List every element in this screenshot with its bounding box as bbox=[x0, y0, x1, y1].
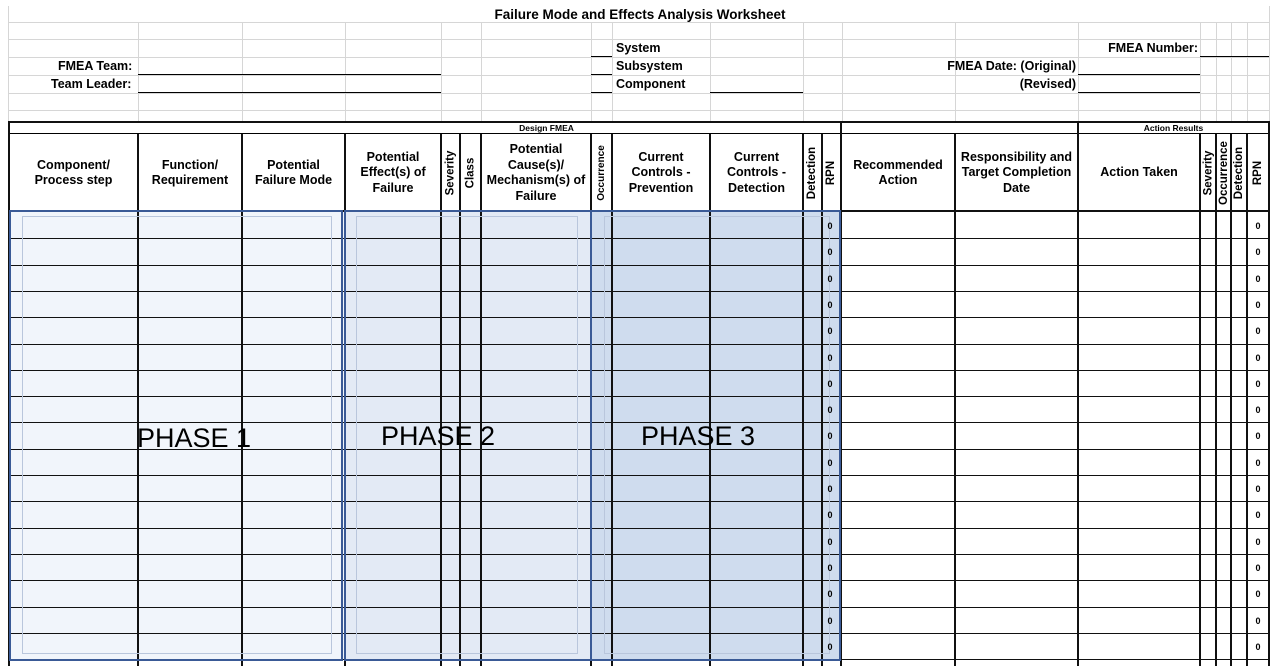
grid-line bbox=[842, 22, 843, 122]
action-rpn-cell: 0 bbox=[1255, 458, 1261, 468]
grid-line bbox=[8, 75, 1270, 76]
subsystem-label: Subsystem bbox=[616, 59, 683, 73]
action-rpn-cell: 0 bbox=[1255, 405, 1261, 415]
action-results-label: Action Results bbox=[1143, 123, 1204, 133]
phase-2-label: PHASE 2 bbox=[381, 421, 496, 451]
header-rpn bbox=[823, 134, 840, 212]
grid-line bbox=[1231, 22, 1232, 122]
column-border bbox=[1268, 121, 1270, 666]
revised-label: (Revised) bbox=[1019, 77, 1076, 91]
revised-date-field[interactable] bbox=[1078, 92, 1200, 93]
grid-line bbox=[803, 22, 804, 122]
header-ar-rpn bbox=[1248, 134, 1268, 212]
header-ar-rpn-label: RPN bbox=[1252, 160, 1264, 186]
column-border bbox=[1215, 134, 1217, 666]
action-rpn-cell: 0 bbox=[1255, 247, 1261, 257]
system-field[interactable] bbox=[591, 56, 612, 57]
header-action-taken: Action Taken bbox=[1100, 165, 1178, 180]
column-border bbox=[954, 134, 956, 666]
header-severity-label: Severity bbox=[444, 150, 457, 196]
header-ar-severity-label: Severity bbox=[1202, 150, 1215, 196]
grid-line bbox=[481, 22, 482, 122]
rpn-cell: 0 bbox=[827, 484, 833, 494]
header-severity bbox=[442, 134, 459, 212]
rpn-cell: 0 bbox=[827, 247, 833, 257]
header-component: Component/ Process step bbox=[34, 157, 113, 187]
grid-line bbox=[612, 22, 613, 122]
rpn-cell: 0 bbox=[827, 510, 833, 520]
phase-3-label: PHASE 3 bbox=[641, 421, 756, 451]
header-detection-label: Detection bbox=[806, 146, 819, 200]
action-rpn-cell: 0 bbox=[1255, 274, 1261, 284]
action-rpn-cell: 0 bbox=[1255, 221, 1261, 231]
column-border bbox=[1246, 134, 1248, 666]
action-rpn-cell: 0 bbox=[1255, 589, 1261, 599]
action-rpn-cell: 0 bbox=[1255, 353, 1261, 363]
fmea-number-field[interactable] bbox=[1200, 56, 1269, 57]
header-responsibility: Responsibility and Target Completion Date bbox=[960, 149, 1073, 195]
action-rpn-cell: 0 bbox=[1255, 616, 1261, 626]
fmea-team-label: FMEA Team: bbox=[58, 59, 133, 73]
rpn-cell: 0 bbox=[827, 458, 833, 468]
header-effects: Potential Effect(s) of Failure bbox=[360, 149, 426, 195]
header-occurrence-label: Occurrence bbox=[595, 145, 607, 201]
grid-line bbox=[8, 6, 9, 122]
component-field[interactable] bbox=[591, 92, 612, 93]
header-recommended-action: Recommended Action bbox=[853, 157, 943, 187]
rpn-cell: 0 bbox=[827, 326, 833, 336]
component-value-field[interactable] bbox=[710, 92, 803, 93]
system-label: System bbox=[616, 41, 661, 55]
team-leader-field[interactable] bbox=[138, 92, 441, 93]
header-occurrence bbox=[592, 134, 611, 212]
header-class-label: Class bbox=[464, 157, 477, 189]
fmea-date-label: FMEA Date: (Original) bbox=[947, 59, 1076, 73]
grid-line bbox=[441, 22, 442, 122]
grid-line bbox=[710, 22, 711, 122]
rpn-cell: 0 bbox=[827, 379, 833, 389]
grid-line bbox=[345, 22, 346, 122]
team-leader-label: Team Leader: bbox=[51, 77, 132, 91]
header-ar-severity bbox=[1201, 134, 1215, 212]
rpn-cell: 0 bbox=[827, 537, 833, 547]
rpn-cell: 0 bbox=[827, 563, 833, 573]
grid-line bbox=[8, 110, 1270, 111]
header-function: Function/ Requirement bbox=[151, 157, 229, 187]
subsystem-field[interactable] bbox=[591, 74, 612, 75]
grid-line bbox=[1200, 22, 1201, 122]
header-ar-occurrence bbox=[1217, 134, 1230, 212]
action-rpn-cell: 0 bbox=[1255, 537, 1261, 547]
action-rpn-cell: 0 bbox=[1255, 510, 1261, 520]
rpn-cell: 0 bbox=[827, 353, 833, 363]
grid-line bbox=[8, 93, 1270, 94]
grid-line bbox=[138, 22, 139, 122]
fmea-date-field[interactable] bbox=[1078, 74, 1200, 75]
rpn-cell: 0 bbox=[827, 274, 833, 284]
rpn-cell: 0 bbox=[827, 589, 833, 599]
rpn-cell: 0 bbox=[827, 405, 833, 415]
header-prevention: Current Controls - Prevention bbox=[628, 149, 694, 195]
header-detection-controls: Current Controls - Detection bbox=[726, 149, 787, 195]
rpn-cell: 0 bbox=[827, 221, 833, 231]
action-rpn-cell: 0 bbox=[1255, 642, 1261, 652]
grid-line bbox=[1216, 22, 1217, 122]
design-fmea-label: Design FMEA bbox=[519, 123, 574, 133]
action-rpn-cell: 0 bbox=[1255, 300, 1261, 310]
action-rpn-cell: 0 bbox=[1255, 484, 1261, 494]
grid-line bbox=[1247, 22, 1248, 122]
worksheet-title: Failure Mode and Effects Analysis Worksheet bbox=[494, 7, 786, 22]
header-ar-occurrence-label: Occurrence bbox=[1217, 141, 1230, 205]
grid-line bbox=[1269, 6, 1270, 122]
grid-line bbox=[8, 22, 1270, 23]
phase-1-label: PHASE 1 bbox=[137, 423, 252, 453]
rpn-cell: 0 bbox=[827, 642, 833, 652]
header-cause: Potential Cause(s)/ Mechanism(s) of Failure bbox=[486, 142, 586, 203]
rpn-cell: 0 bbox=[827, 431, 833, 441]
fmea-team-field[interactable] bbox=[138, 74, 441, 75]
header-ar-detection bbox=[1232, 134, 1246, 212]
column-border bbox=[1199, 134, 1201, 666]
component-label: Component bbox=[616, 77, 686, 91]
header-ar-detection-label: Detection bbox=[1233, 146, 1245, 200]
header-rpn-label: RPN bbox=[825, 160, 838, 186]
header-class bbox=[461, 134, 480, 212]
action-rpn-cell: 0 bbox=[1255, 563, 1261, 573]
grid-line bbox=[1078, 22, 1079, 122]
fmea-number-label: FMEA Number: bbox=[1108, 41, 1198, 55]
grid-line bbox=[8, 39, 1270, 40]
rpn-cell: 0 bbox=[827, 616, 833, 626]
grid-line bbox=[8, 57, 1270, 58]
header-failure-mode: Potential Failure Mode bbox=[254, 157, 333, 187]
action-rpn-cell: 0 bbox=[1255, 326, 1261, 336]
column-border bbox=[1230, 134, 1232, 666]
action-rpn-cell: 0 bbox=[1255, 379, 1261, 389]
grid-line bbox=[242, 22, 243, 122]
rpn-cell: 0 bbox=[827, 300, 833, 310]
header-detection bbox=[804, 134, 821, 212]
action-rpn-cell: 0 bbox=[1255, 431, 1261, 441]
grid-line bbox=[591, 22, 592, 122]
